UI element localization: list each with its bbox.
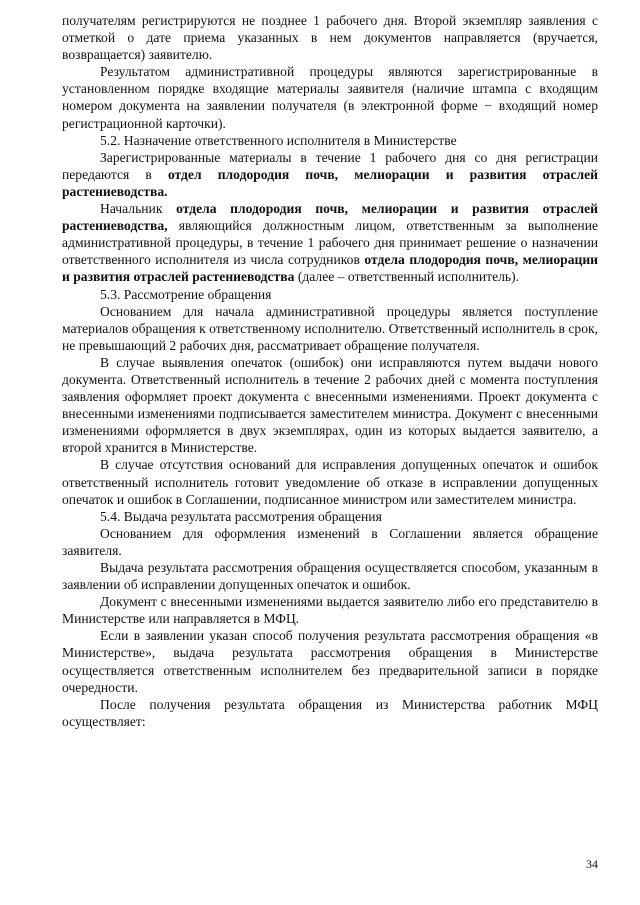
text-run: В случае выявления опечаток (ошибок) они исправляются путем выдачи нового документа. Ответственный исполнитель в течение 2 рабочих дней с момента поступления заявления оформляет проект документа с внесенными изменениями. Проект документа с внесенными изменениями подписывается заместителем министра. Документ с внесенными изменениями оформляется в двух экземплярах, один из которых выдается заявителю, а второй хранится в Министерстве.: [62, 354, 598, 456]
paragraph: [62, 286, 598, 303]
text-run: Начальник: [100, 201, 177, 217]
paragraph: [62, 200, 598, 285]
text-run: Основанием для начала административной процедуры является поступление материалов обращения к ответственному исполнителю. Ответственный исполнитель в срок, не превышающий 2 рабочих дня, рассматривает обращение получателя.: [62, 303, 598, 353]
text-run: Результатом административной процедуры являются зарегистрированные в установленном порядке входящие материалы заявителя (наличие штампа с входящим номером документа на заявлении получателя (в электронной форме − входящий номер регистрационной карточки).: [62, 64, 598, 131]
paragraph: [62, 456, 598, 507]
bold-text: отдела плодородия почв, мелиорации и развития отраслей растениеводства,: [62, 201, 598, 234]
paragraph: [62, 525, 598, 559]
paragraph: [62, 593, 598, 627]
text-run: получателям регистрируются не позднее 1 рабочего дня. Второй экземпляр заявления с отметкой о дате приема указанных в нем документов направляется (вручается, возвращается) заявителю.: [62, 13, 598, 63]
text-run: Документ с внесенными изменениями выдается заявителю либо его представителю в Министерстве или направляется в МФЦ.: [62, 594, 598, 627]
text-run: Если в заявлении указан способ получения результата рассмотрения обращения «в Министерстве», выдача результата рассмотрения обращения в Министерстве осуществляется ответственным исполнителем без предварительной записи в порядке очередности.: [62, 628, 598, 695]
text-run: 5.2. Назначение ответственного исполнителя в Министерстве: [100, 132, 457, 148]
text-run: В случае отсутствия оснований для исправления допущенных опечаток и ошибок ответственный исполнитель готовит уведомление об отказе в исправлении допущенных опечаток и ошибок в Соглашении, подписанное министром или заместителем министра.: [62, 457, 598, 507]
bold-text: отдела плодородия почв, мелиорации и развития отраслей растениеводства: [62, 252, 598, 285]
text-run: Основанием для оформления изменений в Соглашении является обращение заявителя.: [62, 525, 598, 558]
text-run: (далее – ответственный исполнитель).: [294, 269, 520, 285]
paragraph: [62, 303, 598, 354]
text-run: 5.3. Рассмотрение обращения: [100, 286, 272, 302]
paragraph: [62, 149, 598, 200]
paragraph: [62, 12, 598, 63]
paragraph: [62, 696, 598, 730]
paragraph: [62, 354, 598, 457]
text-run: После получения результата обращения из Министерства работник МФЦ осуществляет:: [62, 696, 598, 729]
paragraph: [62, 63, 598, 131]
paragraph: [62, 508, 598, 525]
text-run: 5.4. Выдача результата рассмотрения обращения: [100, 508, 382, 524]
text-run: являющийся должностным лицом, ответственным за выполнение административной процедуры, в течение 1 рабочего дня принимает решение о назначении ответственного исполнителя из числа сотрудников: [62, 218, 598, 268]
text-run: Выдача результата рассмотрения обращения осуществляется способом, указанным в заявлении об исправлении допущенных опечаток и ошибок.: [62, 560, 598, 593]
paragraph: [62, 132, 598, 149]
bold-text: отдел плодородия почв, мелиорации и развития отраслей растениеводства.: [62, 166, 598, 199]
text-run: Зарегистрированные материалы в течение 1 рабочего дня со дня регистрации передаются в: [62, 149, 598, 182]
document-body: [62, 12, 598, 730]
page-number: 34: [586, 857, 598, 871]
paragraph: [62, 559, 598, 593]
paragraph: [62, 627, 598, 695]
